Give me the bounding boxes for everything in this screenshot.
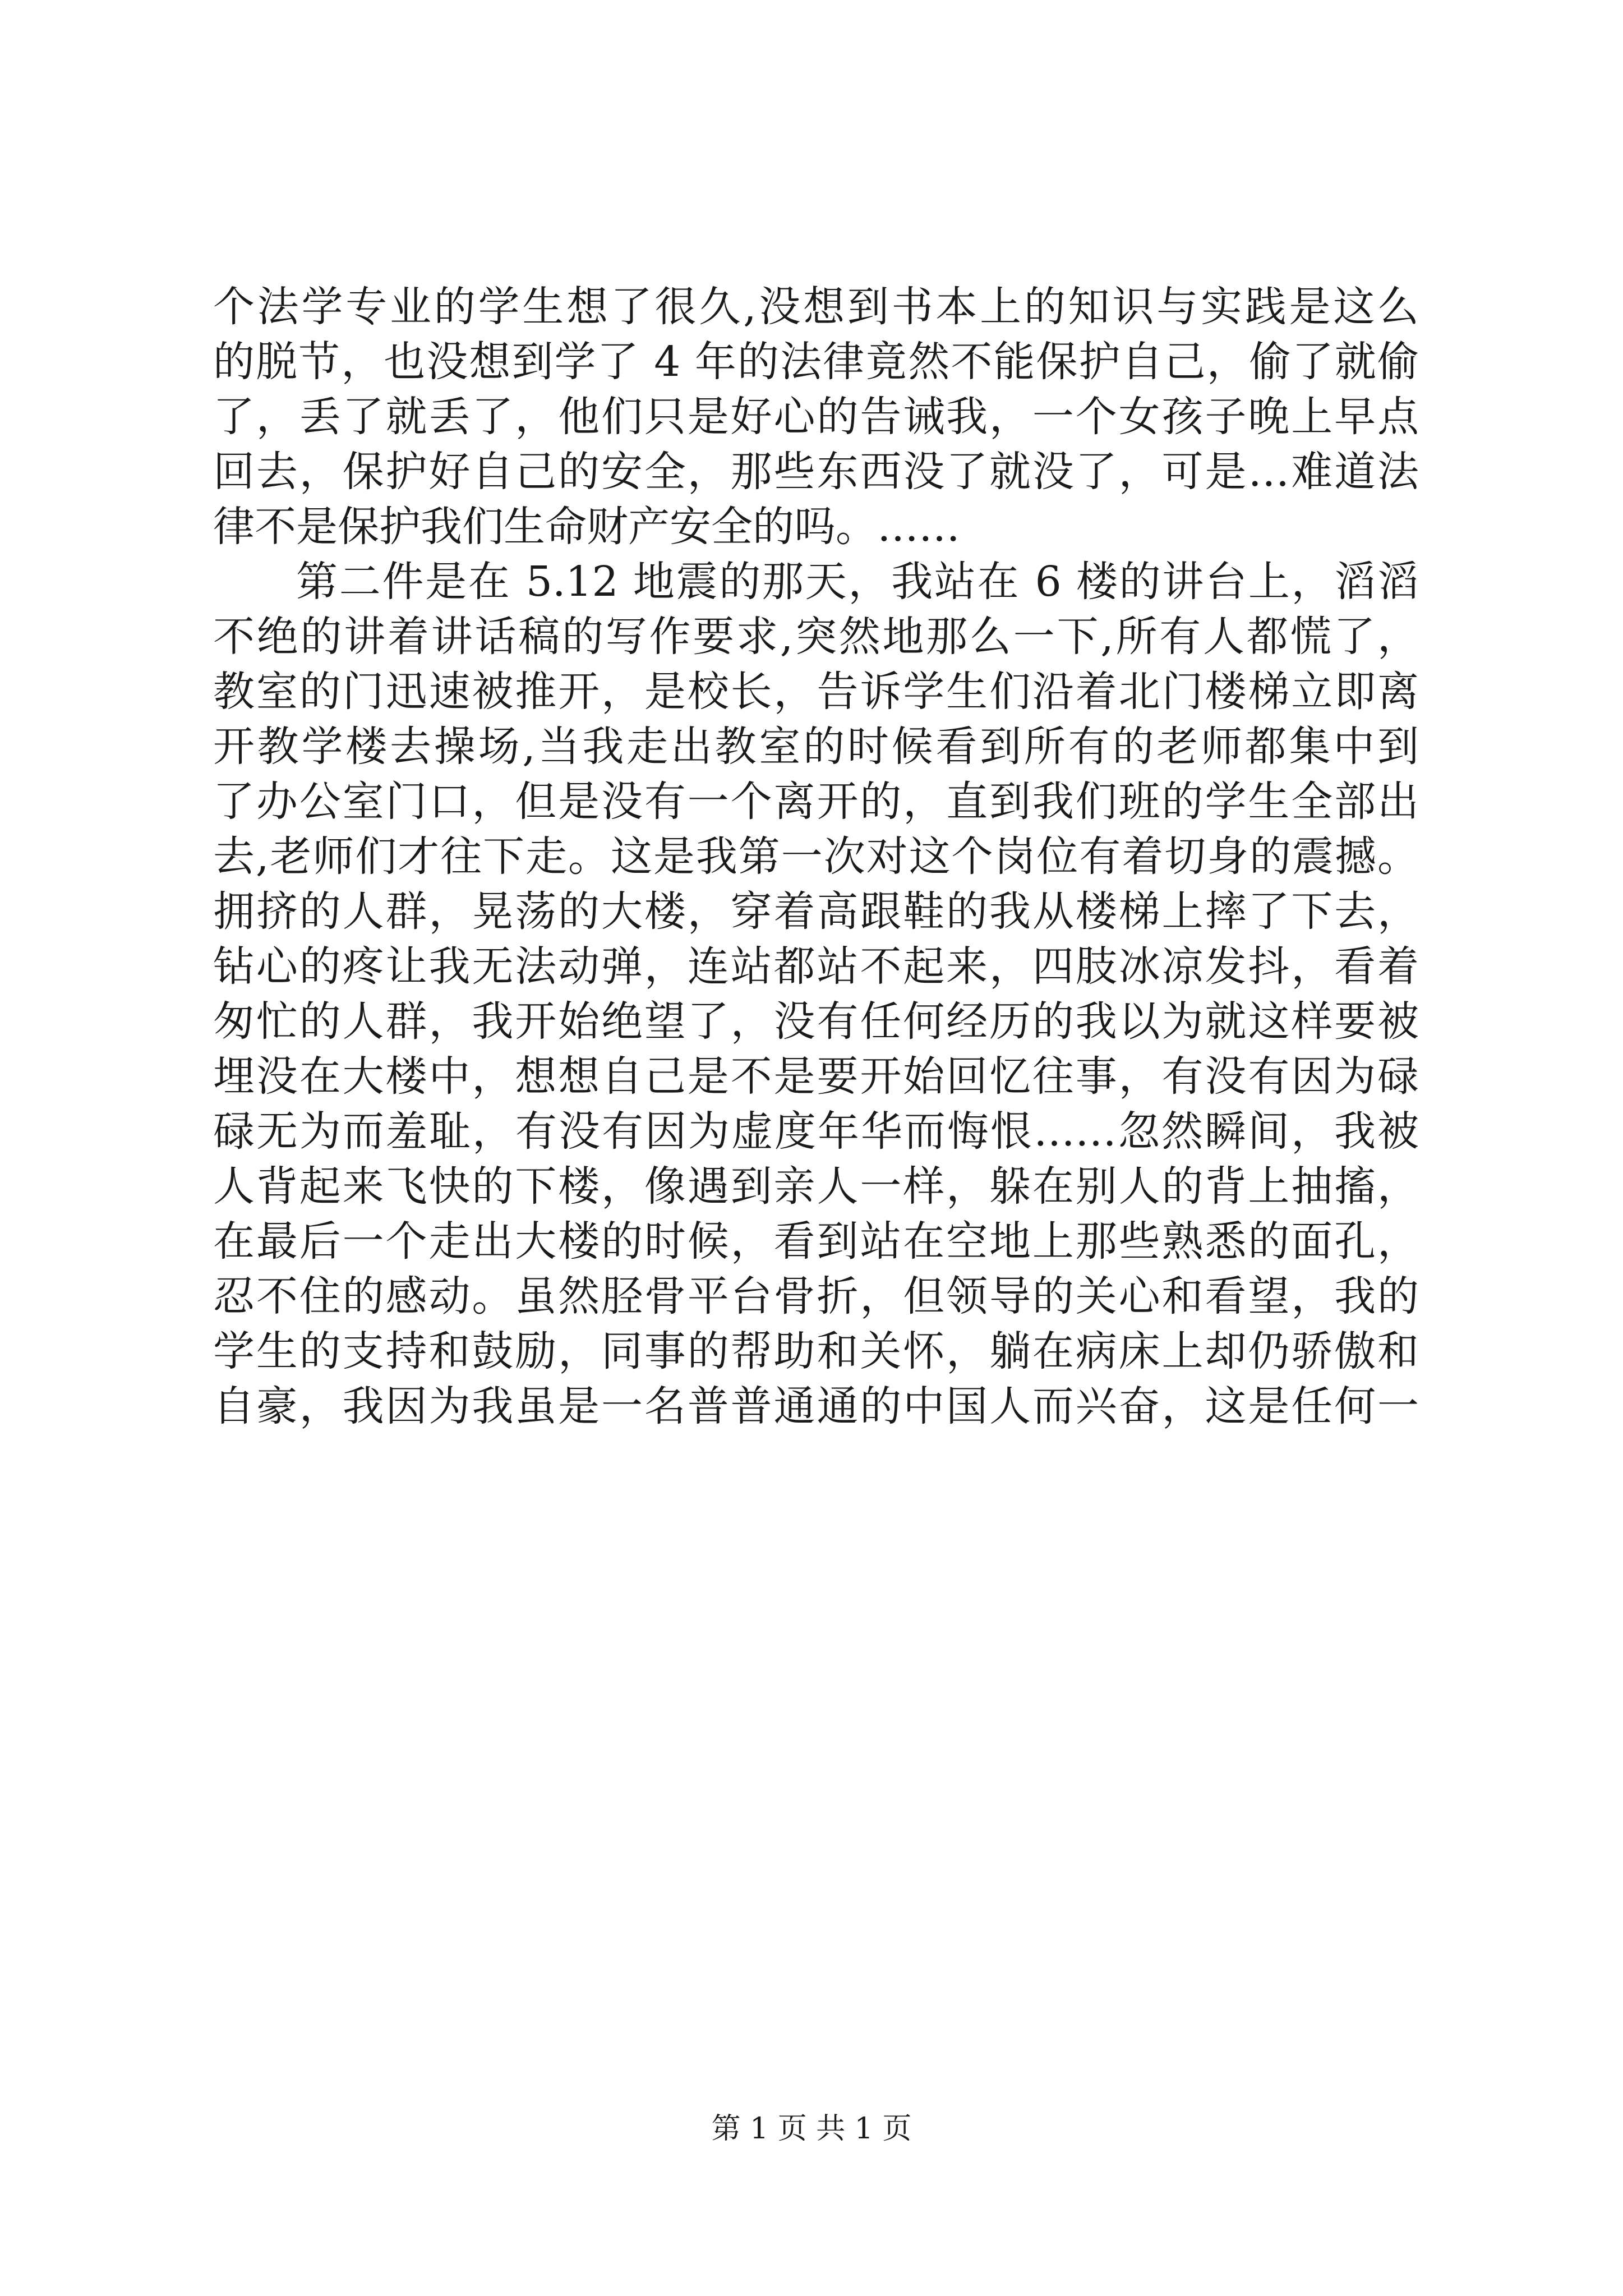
text-line: 教室的门迅速被推开，是校长，告诉学生们沿着北门楼梯立即离: [213, 668, 1419, 716]
text-line: 不绝的讲着讲话稿的写作要求,突然地那么一下,所有人都慌了，: [213, 613, 1419, 661]
text-line: 个法学专业的学生想了很久,没想到书本上的知识与实践是这么: [213, 283, 1419, 331]
text-line: 开教学楼去操场,当我走出教室的时候看到所有的老师都集中到: [213, 723, 1419, 771]
text-line: 在最后一个走出大楼的时候，看到站在空地上那些熟悉的面孔，: [213, 1217, 1419, 1266]
text-line: 去,老师们才往下走。这是我第一次对这个岗位有着切身的震撼。: [213, 832, 1419, 881]
text-line: 拥挤的人群，晃荡的大楼，穿着高跟鞋的我从楼梯上摔了下去，: [213, 887, 1419, 936]
text-line: 钻心的疼让我无法动弹，连站都站不起来，四肢冰凉发抖，看着: [213, 942, 1419, 991]
text-line: 的脱节，也没想到学了 4 年的法律竟然不能保护自己，偷了就偷: [213, 338, 1419, 386]
text-line: 匆忙的人群，我开始绝望了，没有任何经历的我以为就这样要被: [213, 997, 1419, 1046]
document-body: [213, 279, 1419, 1434]
text-line: 了办公室门口，但是没有一个离开的，直到我们班的学生全部出: [213, 777, 1419, 826]
text-line: 自豪，我因为我虽是一名普普通通的中国人而兴奋，这是任何一: [213, 1382, 1419, 1430]
page-number-label: 第 1 页 共 1 页: [711, 2112, 912, 2146]
text-line: 回去，保护好自己的安全，那些东西没了就没了，可是…难道法: [213, 448, 1419, 496]
text-line: 学生的支持和鼓励，同事的帮助和关怀，躺在病床上却仍骄傲和: [213, 1327, 1419, 1375]
text-line: 埋没在大楼中，想想自己是不是要开始回忆往事，有没有因为碌: [213, 1052, 1419, 1101]
text-line: 人背起来飞快的下楼，像遇到亲人一样，躲在别人的背上抽搐，: [213, 1162, 1419, 1211]
text-line: 忍不住的感动。虽然胫骨平台骨折，但领导的关心和看望，我的: [213, 1272, 1419, 1320]
text-line: 律不是保护我们生命财产安全的吗。……: [213, 503, 960, 551]
text-line: 第二件是在 5.12 地震的那天，我站在 6 楼的讲台上，滔滔: [296, 558, 1419, 606]
text-line: 碌无为而羞耻，有没有因为虚度年华而悔恨……忽然瞬间，我被: [213, 1107, 1419, 1156]
text-line: 了，丢了就丢了，他们只是好心的告诫我，一个女孩子晚上早点: [213, 393, 1419, 441]
page-footer: [0, 2109, 1623, 2148]
